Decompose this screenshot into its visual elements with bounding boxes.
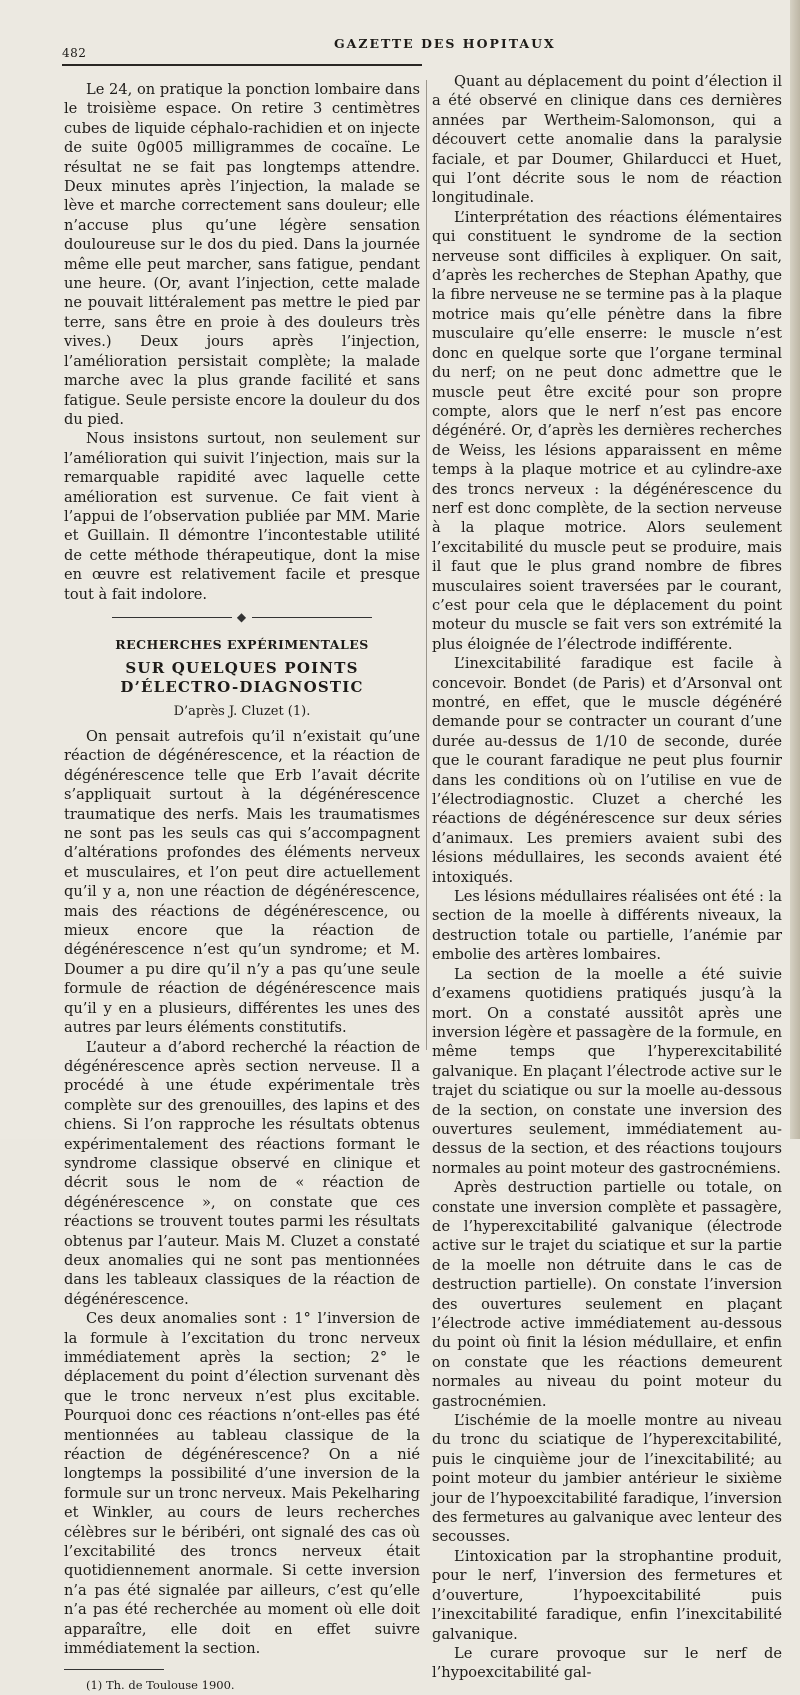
paragraph: Quant au déplacement du point d’élection il a été observé en clinique dans ces dernières années par Wertheim-Salomonson, qui a découvert cette anomalie dans la paralysie faciale, et par Doumer, Ghilarducci et Huet, qui l’ont décrite sous le nom de réaction longitudinale. <box>432 73 782 207</box>
page-edge-shadow <box>790 0 800 1139</box>
article-byline: D’après J. Cluzet (1). <box>173 703 311 719</box>
left-column <box>64 80 420 1695</box>
section-separator: ◆ <box>64 608 420 627</box>
column-divider <box>426 80 427 1050</box>
paragraph: L’interprétation des réactions élémentaires qui constituent le syndrome de la section nerveuse sont difficiles à expliquer. On sait, d’après les recherches de Stephan Apathy, que la fibre nerveuse ne se termine pas à la plaque motrice mais qu’elle pénètre dans la fibre musculaire qu’elle enserre: le muscle n’est donc en quelque sorte que l’organe terminal du nerf; on ne peut donc admettre que le muscle peut être excité pour son propre compte, alors que le nerf n’est pas encore dégénéré. Or, d’après les dernières recherches de Weiss, les lésions apparaissent en même temps à la plaque motrice et au cylindre-axe des troncs nerveux : la dégénérescence du nerf est donc complète, de la section nerveuse à la plaque motrice. Alors seulement l’excitabilité du muscle peut se produire, mais il faut que le plus grand nombre de fibres musculaires soient traversées par le courant, c’est pour cela que le déplacement du point moteur du muscle se fait vers son extrémité la plus éloignée de l’électrode indifférente. <box>432 208 782 653</box>
paragraph: L’inexcitabilité faradique est facile à concevoir. Bondet (de Paris) et d’Arsonval ont montré, en effet, que le muscle dégénéré demande pour se contracter un courant d’une durée au-dessus de 1/10 de seconde, durée que le courant faradique ne peut plus fournir dans les conditions où on l’utilise en vue de l’électrodiagnostic. Cluzet a cherché les réactions de dégénérescence sur deux séries d’animaux. Les premiers avaient subi des lésions médullaires, les seconds avaient été intoxiqués. <box>432 655 782 886</box>
page-number: 482 <box>62 46 87 60</box>
footnote: (1) Th. de Toulouse 1900. <box>86 1677 235 1692</box>
paragraph: La section de la moelle a été suivie d’examens quotidiens pratiqués jusqu’à la mort. On a constaté aussitôt après une inversion légère et passagère de la formule, en même temps que l’hyperexcitabilité galvanique. En plaçant l’électrode active sur le trajet du sciatique ou sur la moelle au-dessous de la section, on constate une inversion des ouvertures seulement, immédiatement au-dessus de la section, et des réactions toujours normales au point moteur des gastrocnémiens. <box>432 965 782 1177</box>
paragraph: L’auteur a d’abord recherché la réaction de dégénérescence après section nerveuse. Il a procédé à une étude expérimentale très complète sur des grenouilles, des lapins et des chiens. Si l’on rapproche les résultats obtenus expérimentalement des réactions formant le syndrome classique observé en clinique et décrit sous le nom de « réaction de dégénérescence », on constate que ces réactions se trouvent toutes parmi les résultats obtenus par l’auteur. Mais M. Cluzet a constaté deux anomalies qui ne sont pas mentionnées dans les tableaux classiques de la réaction de dégénérescence. <box>64 1038 420 1308</box>
footnote-rule <box>64 1669 164 1670</box>
paragraph: L’ischémie de la moelle montre au niveau du tronc du sciatique de l’hyperexcitabilité, puis le cinquième jour de l’inexcitabilité; au point moteur du jambier antérieur le sixième jour de l’hypoexcitabilité faradique, l’inversion des fermetures au galvanique avec lenteur des secousses. <box>432 1412 782 1546</box>
header-rule <box>62 64 422 66</box>
journal-title: GAZETTE DES HOPITAUX <box>334 36 556 51</box>
paragraph: Après destruction partielle ou totale, on constate une inversion complète et passagère, de l’hyperexcitabilité galvanique (électrode active sur le trajet du sciatique et sur la partie de la moelle non détruite dans le cas de destruction partielle). On constate l’inversion des ouvertures seulement en plaçant l’électrode active immédiatement au-dessous du point où finit la lésion médullaire, et enfin on constate que les réactions demeurent normales au niveau du point moteur du gastrocnémien. <box>432 1179 782 1410</box>
paragraph: On pensait autrefois qu’il n’existait qu’une réaction de dégénérescence, et la réaction de dégénérescence telle que Erb l’avait décrite s’appliquait surtout à la dégénérescence traumatique des nerfs. Mais les traumatismes ne sont pas les seuls cas qui s’accompagnent d’altérations profondes des éléments nerveux et musculaires, et l’on peut dire actuellement qu’il y a, non une réaction de dégénérescence, mais des réactions de dégénérescence, ou mieux encore que la réaction de dégénérescence n’est qu’un syndrome; et M. Doumer a pu dire qu’il n’y a pas qu’une seule formule de réaction de dégénérescence mais qu’il y en a plusieurs, différentes les unes des autres par leurs éléments constitutifs. <box>64 728 420 1037</box>
paragraph: Ces deux anomalies sont : 1° l’inversion de la formule à l’excitation du tronc nerveux immédiatement après la section; 2° le déplacement du point d’élection survenant dès que le tronc nerveux n’est plus excitable. Pourquoi donc ces réactions n’ont-elles pas été mentionnées au tableau classique de la réaction de dégénérescence? On a nié longtemps la possibilité d’une inversion de la formule sur un tronc nerveux. Mais Pekelharing et Winkler, au cours de leurs recherches célèbres sur le béribéri, ont signalé des cas où l’excitabilité des troncs nerveux était quotidiennement anormale. Si cette inversion n’a pas été signalée par ailleurs, c’est qu’elle n’a pas été recherchée au moment où elle doit apparaître, elle doit en effet suivre immédiatement la section. <box>64 1310 420 1658</box>
paragraph: Le 24, on pratique la ponction lombaire dans le troisième espace. On retire 3 centimètres cubes de liquide céphalo-rachidien et on injecte de suite 0g005 milligrammes de cocaïne. Le résultat ne se fait pas longtemps attendre. Deux minutes après l’injection, la malade se lève et marche correctement sans douleur; elle n’accuse plus qu’une légère sensation douloureuse sur le dos du pied. Dans la journée même elle peut marcher, sans fatigue, pendant une heure. (Or, avant l’injection, cette malade ne pouvait littéralement pas mettre le pied par terre, sans être en proie à des douleurs très vives.) Deux jours après l’injection, l’amélioration persistait complète; la malade marche avec la plus grande facilité et sans fatigue. Seule persiste encore la douleur du dos du pied. <box>64 81 420 428</box>
paragraph: L’intoxication par la strophantine produit, pour le nerf, l’inversion des fermetures et d’ouverture, l’hypoexcitabilité puis l’inexcitabilité faradique, enfin l’inexcitabilité galvanique. <box>432 1547 782 1643</box>
page-header <box>62 34 780 74</box>
paragraph: Nous insistons surtout, non seulement sur l’amélioration qui suivit l’injection, mais sur la remarquable rapidité avec laquelle cette amélioration est survenue. Ce fait vient à l’appui de l’observation publiée par MM. Marie et Guillain. Il démontre l’incontestable utilité de cette méthode thérapeutique, dont la mise en œuvre est relativement facile et presque tout à fait indolore. <box>64 430 420 603</box>
right-column <box>432 72 782 1683</box>
paragraph: Les lésions médullaires réalisées ont été : la section de la moelle à différents niveaux, la destruction totale ou partielle, l’anémie par embolie des artères lombaires. <box>432 888 782 964</box>
article-title: SUR QUELQUES POINTS D’ÉLECTRO-DIAGNOSTIC <box>120 658 364 697</box>
section-heading: RECHERCHES EXPÉRIMENTALES <box>115 637 369 653</box>
paragraph: Le curare provoque sur le nerf de l’hypoexcitabilité gal- <box>432 1644 782 1682</box>
